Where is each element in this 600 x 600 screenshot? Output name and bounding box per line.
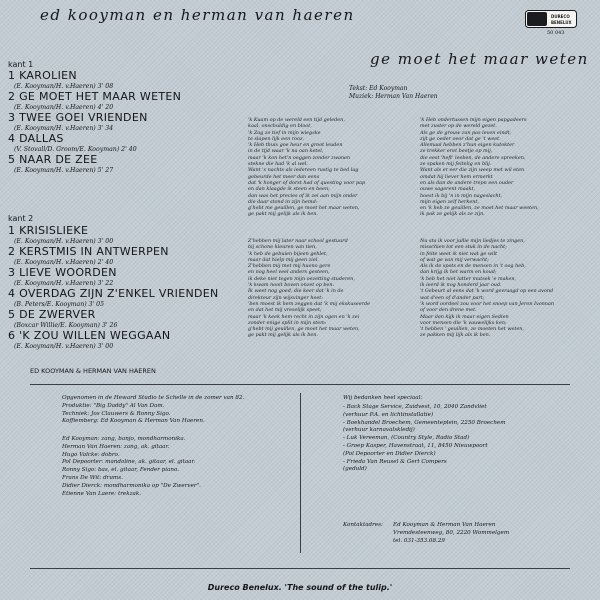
lyrics-verse-4 [420, 238, 554, 339]
text-line: en als dan de andere trepn een ouder [420, 179, 514, 186]
text-line: maar 'k kon het'n oeggen zonder zwanen [248, 154, 351, 161]
track-title: 4 OVERDAG ZIJN Z'ENKEL VRIENDEN [8, 287, 219, 300]
track-credit: (B. Peters/E. Kooyman) 3' 05 [14, 301, 105, 308]
text-line: ik ieerd ik nog honderd jaar oud. [420, 282, 502, 289]
text-line: Frans De Wit: drums. [62, 474, 123, 481]
text-line: die daar stond in zijn hemd: [248, 198, 318, 205]
text-line: Ed Kooyman & Herman Van Haeren [393, 522, 496, 528]
text-line: voor mensen die 'k vauwelijks ken; [420, 319, 507, 326]
text-line: die eest 'heft' leeben, de andere spreeken, [420, 154, 526, 161]
text-line: met zuster op de wereld gezet. [420, 123, 497, 130]
text-line: Ed Kooyman: zang, banjo, mondharmonika. [62, 436, 186, 442]
musicians-list [62, 436, 201, 498]
track-item [8, 154, 238, 175]
text-line: stekne die had 'k al wel. [248, 161, 308, 168]
catalog-number: 50 043 [547, 30, 565, 36]
text-line: Etienne Van Laere: trekzak. [62, 490, 142, 497]
text-line: - Boekhandel Broechem, Gemeenteplein, 2250 Broechem [343, 419, 506, 426]
track-credit: (E. Kooyman/H. v.Haeren) 5' 27 [14, 167, 114, 174]
text-line: ze spaken mij feitelig en blij. [420, 161, 492, 168]
track-title: 5 NAAR DE ZEE [8, 153, 98, 166]
track-credit: (E. Kooyman/H. v.Haeren) 2' 40 [14, 259, 114, 266]
text-line: misschien tot een stuk in de nacht; [420, 244, 507, 251]
track-item [8, 133, 238, 154]
text-line: en dat het mij vreselijk speet; [248, 307, 322, 314]
text-line: dan krijg ik het warm en koud; [420, 269, 497, 276]
lyrics-author: Tekst: Ed Kooyman [349, 85, 408, 92]
text-line: ge pakt mij gelijk als ik ben. [248, 211, 318, 218]
text-line: Pol Depoorter: mandoline, ak. gitaar, el. gitaar. [62, 459, 196, 466]
text-line: - Luk Vereeman, (Country Style, Radio Stad) [343, 435, 470, 442]
contact-label: Kontaktadres: [343, 522, 383, 528]
track-title: 1 KAROLIEN [8, 69, 77, 82]
text-line: - Groep Kasper, Havenstraat, 11, 8450 Nieuwpoort [343, 442, 488, 449]
vertical-divider [300, 393, 301, 553]
text-line: Maar dan kijk ik maar eigen Sedien [420, 313, 509, 320]
track-title: 2 KERSTMIS IN ANTWERPEN [8, 245, 169, 258]
text-line: Z'hebben mij met mij huono gere [248, 263, 331, 270]
artists-handwritten-title: ed kooyman en herman van haeren [40, 6, 355, 24]
text-line: dan was het precies of ik zei aan mijn onder [248, 192, 358, 199]
text-line: Techniek: Jos Clauwers & Ronny Sigo. [62, 410, 171, 417]
track-title: 4 DALLAS [8, 132, 64, 145]
contact-address [393, 522, 509, 545]
text-line: ge pakt mij gelijk als ik ben. [248, 332, 318, 339]
text-line: (Pol Depoorter en Didier Dierck) [343, 450, 436, 457]
text-line: g'hebt mij geuillen, ge moet het maar weten, [248, 326, 360, 333]
thanks-intro: Wij bedanken heel speciaal: [343, 395, 423, 401]
text-line: ik pak ze gelijk als ze zijn. [420, 211, 485, 218]
text-line: 'k Kuam op de wereld een tijd geleden, [248, 117, 345, 123]
track-item [8, 225, 238, 246]
track-item [8, 112, 238, 133]
text-line: 'k heb de gebuien bijeen gehlet, [248, 250, 328, 257]
text-line: Als ik de spots en de mensen in 't oog heb, [420, 263, 526, 270]
track-title: 2 GE MOET HET MAAR WETEN [8, 90, 182, 103]
text-line: en nog heel veel anders gesteen, [248, 269, 330, 276]
text-line: 'k word oordeel zou voor het snoep van Jeron Ivonnan [420, 300, 555, 307]
text-line: g'hebt me geuillen, ge moet het maar weten, [248, 205, 360, 212]
text-line: (verhuur P.A. en lichtinstallatie) [343, 411, 434, 418]
track-credit: (E. Kooyman/H. v.Haeren) 3' 08 [14, 83, 114, 90]
recording-info [62, 395, 244, 426]
text-line: Hugo Valcke: dobro. [62, 451, 120, 458]
text-line: zonder enige split in mijn stem: [248, 319, 327, 326]
text-line: bij schone kleuren van tien, [248, 244, 317, 251]
track-credit: (E. Kooyman/H. v.Haeren) 3' 00 [14, 238, 114, 245]
text-line: Nu sta ik voor jullie mijn liedjes te zingen, [420, 238, 525, 244]
album-handwritten-title: ge moet het maar weten [370, 50, 589, 68]
footer-slogan: Dureco Benelux. 'The sound of the tulip.' [207, 583, 393, 592]
text-line: 't Gebeurt al eens dat 'k word gevraagd op een avond [420, 288, 554, 295]
svg-text:DURECO: DURECO [551, 14, 570, 19]
text-line: Want 's nachts als iedereen rustig te bed lag [248, 167, 359, 174]
dureco-logo [525, 10, 577, 28]
side-2-label: kant 2 [8, 214, 34, 223]
text-line: ik deke niet tegen mijn oezetting studeren, [248, 275, 355, 282]
text-line: 'k kwam nooit boven onzet op ben. [248, 282, 335, 289]
text-line: (geduld) [343, 466, 367, 473]
lyrics-verse-3 [248, 238, 370, 339]
track-credit: (Boxcar Willie/E. Kooyman) 3' 26 [14, 322, 118, 329]
track-item [8, 91, 238, 112]
text-line: in de tijd waar 'k na oan ketel, [248, 148, 324, 155]
text-line: zijt ge oeder oeor dat ge 't weet. [420, 135, 501, 142]
text-line: hoest ik bij 'n in mijn nageslacht, [420, 192, 503, 199]
track-title: 6 'K ZOU WILLEN WEGGAAN [8, 329, 171, 342]
text-line: Herman Van Haeren: zang, ak. gitaar. [62, 443, 170, 450]
text-line: Produktie: "Big Daddy" Al Van Dam. [62, 402, 165, 409]
text-line: gebeurde het meer dan eens [248, 173, 320, 180]
text-line: 'k Zag zo tief in mijn wiegske [248, 129, 321, 136]
text-line: kaal, onschuldig en bloot, [248, 123, 312, 130]
track-title: 5 DE ZWERVER [8, 308, 96, 321]
text-line: maar dat hielp mij geen ziel. [248, 256, 319, 263]
track-credit: (V. Stovall/D. Groom/E. Kooyman) 2' 40 [14, 146, 137, 153]
track-credit: (E. Kooyman/H. v.Haeren) 3' 34 [14, 125, 114, 132]
text-line: Want als er eer die zijn weep met wil eten [420, 167, 525, 174]
text-line: ze pakken mij lijk als ik ben. [420, 332, 491, 339]
text-line: en dan klaagde ik steen en been; [248, 186, 330, 193]
horizontal-divider [30, 568, 570, 569]
text-line: in feite weet ik niet wat ge wilt [420, 250, 498, 257]
text-line: of wat ge van mij verwacht; [420, 256, 489, 263]
text-line: 't hebben ' geuillen, ze moeten het weten, [420, 326, 524, 333]
text-line: mijn eigen zelf herkent, [420, 198, 479, 205]
track-credit: (E. Kooyman/H. v.Haeren) 4' 20 [14, 104, 114, 111]
text-line: Koffiemberg: Ed Kooyman & Herman Van Haeren. [62, 418, 205, 425]
side-1-tracklist [8, 70, 238, 175]
horizontal-divider [30, 384, 570, 385]
track-item [8, 309, 238, 330]
text-line: ouwe sagerent maakt, [420, 186, 476, 193]
text-line: Didier Dierck: mondharmonika op "De Zwerver". [62, 482, 201, 489]
track-item [8, 70, 238, 91]
text-line: of voor den drene met. [420, 307, 477, 314]
track-credit: (E. Kooyman/H. v.Haeren) 3' 22 [14, 280, 114, 287]
text-line: 'k Heb ondertussen mijn eigen papgadeers [420, 117, 527, 123]
text-line: wat d'een of d'ander part; [420, 294, 485, 301]
track-credit: (E. Kooyman/H. v.Haeren) 3' 00 [14, 343, 114, 350]
text-line: en 'k heb ze geuillen, ze moet het maar weeten, [420, 205, 539, 212]
track-item [8, 288, 238, 309]
track-item [8, 330, 238, 351]
text-line: direkteur zijn wijsvinger heet: [248, 294, 323, 301]
track-item [8, 246, 238, 267]
text-line: Ik weet nog goed, die keer dat 'k in de [248, 288, 344, 295]
track-title: 3 LIEVE WOORDEN [8, 266, 117, 279]
side-2-tracklist [8, 225, 238, 351]
thanks-list [343, 404, 506, 474]
text-line: te slapen lijk een rooz. [248, 135, 305, 142]
track-title: 1 KRISISLIEKE [8, 224, 89, 237]
text-line: Opgenomen in de Heward Studio te Schelle in de zomer van 82. [62, 395, 245, 401]
lyrics-verse-2 [420, 117, 539, 218]
text-line: - Back Stage Service, Zuidvest, 10, 2040 Zandvliet [343, 404, 487, 410]
text-line: Z'hebben mij later naar school gestuurd [248, 238, 348, 244]
text-line: Ronny Sigo: bas, el. gitaar, Fender piano. [62, 467, 180, 474]
track-title: 3 TWEE GOEI VRIENDEN [8, 111, 148, 124]
side-1-label: kant 1 [8, 60, 34, 69]
text-line: 'ben moest ik hem zeggen dat 'k mij ekskuseerde [248, 300, 371, 307]
text-line: (verhuur karnavalskledij) [343, 427, 415, 434]
lyrics-verse-1 [248, 117, 365, 218]
text-line: maar 'k keek hem recht in zijn ogen en 'k zei [248, 313, 360, 320]
text-line: 'k Heb thuis goe heur en groot leuden [248, 142, 343, 149]
text-line: Als ge de grouw zun pas leven eindt, [420, 129, 512, 136]
music-author: Muziek: Herman Van Haeren [349, 93, 438, 100]
text-line: dat 'k honger of dorst had of questing voor pap [248, 179, 366, 186]
text-line: - Frieda Van Reusel & Gert Compers [343, 458, 447, 465]
track-item [8, 267, 238, 288]
artists-credit: ED KOOYMAN & HERMAN VAN HAEREN [30, 367, 156, 375]
text-line: tel. 031-353.08.29 [393, 537, 445, 544]
text-line: ze trekker eret beetje op mij, [420, 148, 493, 155]
text-line: 'k heb het niet latter mutsek 'e maken, [420, 275, 517, 282]
text-line: omdat hij liever hem ermerkt [420, 173, 493, 180]
svg-text:BENELUX: BENELUX [551, 20, 572, 25]
text-line: Vremdesteenweg, 80, 2220 Wommelgem [393, 529, 510, 536]
text-line: Allemaal hebben z'hun eigen kutokter [420, 142, 515, 149]
